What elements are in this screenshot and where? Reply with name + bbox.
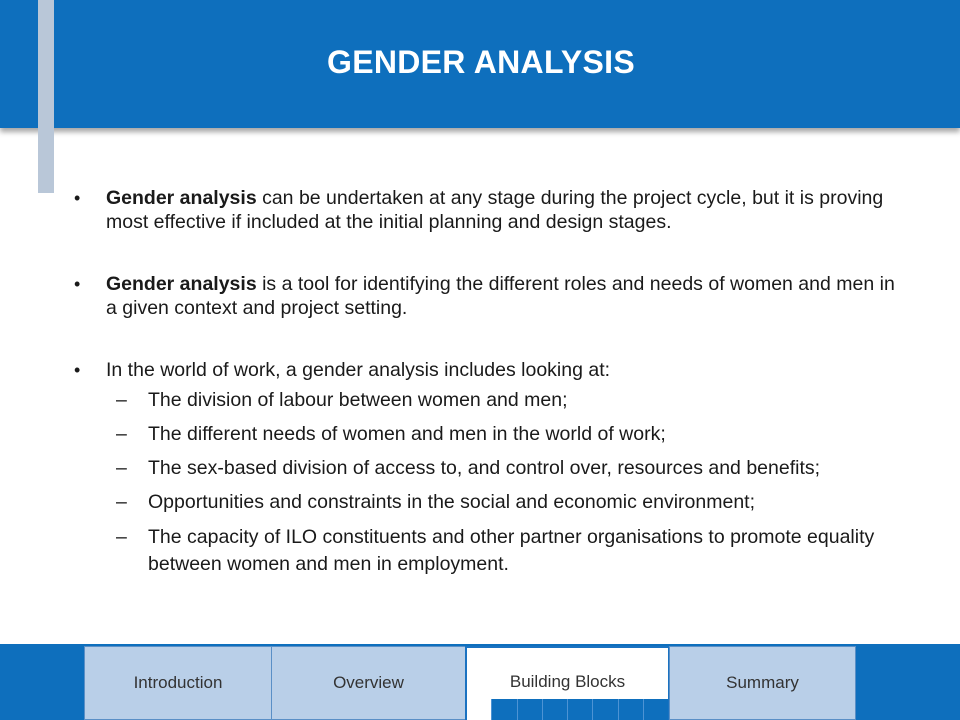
bullet-icon: • bbox=[74, 188, 81, 208]
bullet-emphasis: Gender analysis bbox=[106, 273, 257, 295]
tab-summary[interactable]: Summary bbox=[669, 646, 856, 720]
building-block-segment[interactable] bbox=[618, 699, 643, 720]
sub-list-item bbox=[74, 524, 904, 578]
dash-icon: – bbox=[116, 423, 127, 445]
sub-list-item bbox=[74, 422, 904, 446]
building-block-segment[interactable] bbox=[491, 699, 516, 720]
bullet-item bbox=[74, 272, 904, 320]
sub-item-text: The sex-based division of access to, and control over, resources and benefits; bbox=[148, 457, 821, 479]
building-block-progress bbox=[467, 699, 668, 720]
building-block-segment[interactable] bbox=[643, 699, 668, 720]
bullet-item bbox=[74, 358, 904, 382]
dash-icon: – bbox=[116, 491, 127, 513]
sub-list-item bbox=[74, 456, 904, 480]
dash-icon: – bbox=[116, 457, 127, 479]
bullet-emphasis: Gender analysis bbox=[106, 187, 257, 209]
sub-list-item bbox=[74, 388, 904, 412]
bullet-text: In the world of work, a gender analysis includes looking at: bbox=[106, 359, 611, 381]
dash-icon: – bbox=[116, 389, 127, 411]
tab-building-blocks[interactable]: Building Blocks bbox=[465, 646, 670, 720]
tab-overview[interactable]: Overview bbox=[271, 646, 466, 720]
sub-item-text: The division of labour between women and men; bbox=[148, 389, 568, 411]
bullet-text: can be undertaken at any stage during the project cycle, but it is proving most effective if included at the initial planning and design stages. bbox=[106, 187, 884, 233]
sub-item-text: Opportunities and constraints in the social and economic environment; bbox=[148, 491, 756, 513]
bullet-icon: • bbox=[74, 360, 81, 380]
tab-introduction[interactable]: Introduction bbox=[84, 646, 272, 720]
sub-item-text: The different needs of women and men in the world of work; bbox=[148, 423, 666, 445]
building-block-segment[interactable] bbox=[542, 699, 567, 720]
building-block-segment[interactable] bbox=[467, 699, 491, 720]
bullet-text: is a tool for identifying the different roles and needs of women and men in a given context and project setting. bbox=[106, 273, 895, 319]
slide-content bbox=[74, 186, 904, 588]
decorative-side-bar bbox=[38, 0, 54, 193]
building-block-segment[interactable] bbox=[517, 699, 542, 720]
sub-item-text: The capacity of ILO constituents and other partner organisations to promote equality between women and men in employment. bbox=[148, 526, 875, 575]
bullet-item bbox=[74, 186, 904, 234]
slide-title: GENDER ANALYSIS bbox=[327, 44, 635, 80]
sub-list-item bbox=[74, 490, 904, 514]
bullet-icon: • bbox=[74, 274, 81, 294]
dash-icon: – bbox=[116, 526, 127, 548]
building-block-segment[interactable] bbox=[567, 699, 592, 720]
building-block-segment[interactable] bbox=[592, 699, 617, 720]
